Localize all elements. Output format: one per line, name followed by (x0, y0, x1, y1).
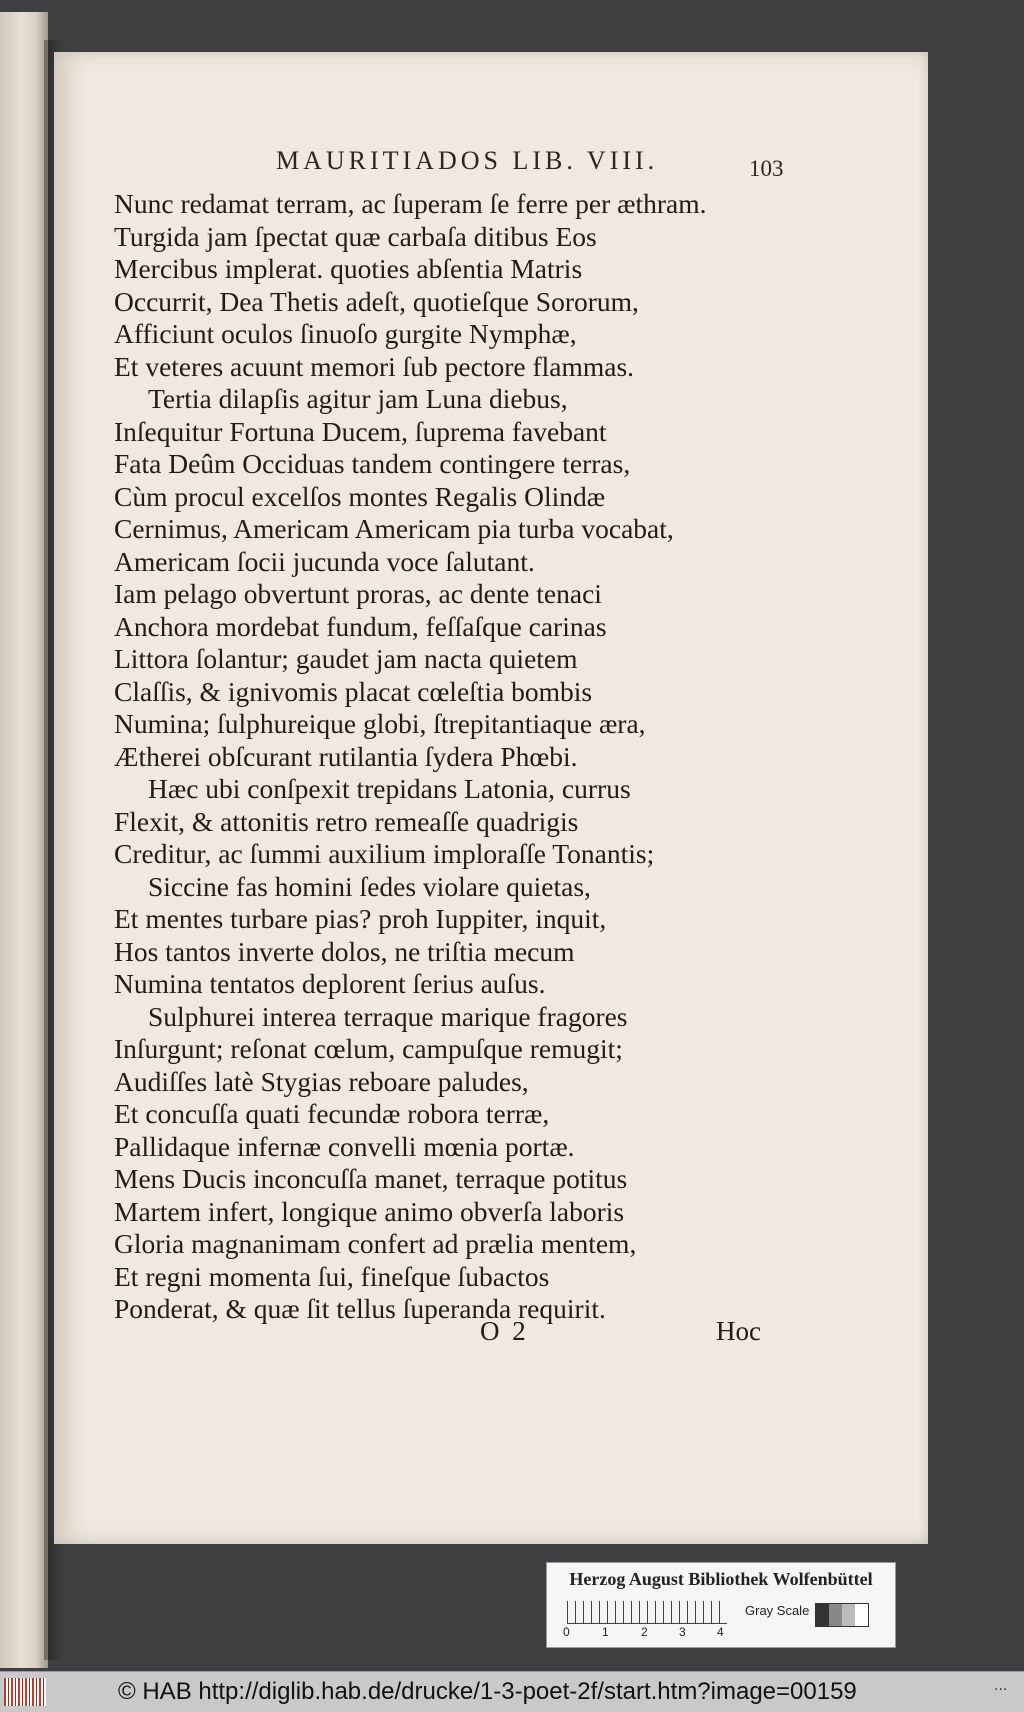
verse-line: Cernimus, Americam Americam pia turba vocabat, (114, 513, 674, 544)
measurement-ruler (567, 1601, 727, 1624)
verse-line: Turgida jam ſpectat quæ carbaſa ditibus Eos (114, 220, 597, 252)
verse-line: Audiſſes latè Stygias reboare paludes, (114, 1065, 529, 1097)
verse-line: Claſſis, & ignivomis placat cœleſtia bombis (114, 675, 593, 707)
library-name: Herzog August Bibliothek Wolfenbüttel (569, 1569, 873, 1589)
verse-line: Et concuſſa quati fecundæ robora terræ, (114, 1098, 550, 1129)
running-head: MAURITIADOS LIB. VIII. (276, 146, 659, 175)
verse-line: Et mentes turbare pias? proh Iuppiter, inquit, (114, 903, 607, 934)
verse-line: Flexit, & attonitis retro remeaſſe quadrigis (114, 805, 579, 837)
verse-line: Americam ſocii jucunda voce ſalutant. (114, 545, 535, 577)
ruler-label: 4 (717, 1625, 724, 1639)
ruler-label: 3 (679, 1625, 686, 1639)
verse-line: Hæc ubi conſpexit trepidans Latonia, currus (148, 773, 631, 804)
verse-line: Mercibus implerat. quoties abſentia Matris (114, 253, 583, 284)
status-url[interactable]: © HAB http://diglib.hab.de/drucke/1-3-poet-2f/start.htm?image=00159 (118, 1678, 857, 1705)
verse-line: Pallidaque infernæ convelli mœnia portæ. (114, 1130, 575, 1162)
verse-line: Inſequitur Fortuna Ducem, ſuprema favebant (114, 415, 607, 447)
verse-line: Hos tantos inverte dolos, ne triſtia mecum (114, 935, 575, 967)
verse-line: Gloria magnanimam confert ad prælia mentem, (114, 1228, 637, 1259)
ruler-label: 1 (602, 1625, 609, 1639)
verse-line: Numina tentatos deplorent ſerius auſus. (114, 968, 546, 999)
verse-line: Et regni momenta ſui, fineſque ſubactos (114, 1260, 550, 1292)
signature-mark: O 2 (480, 1316, 529, 1346)
more-icon[interactable]: ··· (994, 1682, 1008, 1698)
previous-leaf-edge (0, 12, 48, 1668)
catchword: Hoc (716, 1316, 761, 1346)
verse-line: Littora ſolantur; gaudet jam nacta quietem (114, 643, 578, 674)
verse-line: Tertia dilapſis agitur jam Luna diebus, (148, 383, 568, 414)
verse-line: Nunc redamat terram, ac ſuperam ſe ferre per æthram. (114, 188, 707, 219)
verse-line: Et veteres acuunt memori ſub pectore flammas. (114, 350, 635, 382)
verse-line: Occurrit, Dea Thetis adeſt, quotieſque Sororum, (114, 285, 639, 317)
verse-line: Martem infert, longique animo obverſa laboris (114, 1195, 625, 1227)
verse-line: Numina; ſulphureique globi, ſtrepitantiaque æra, (114, 708, 646, 739)
verse-line: Iam pelago obvertunt proras, ac dente tenaci (114, 578, 602, 609)
verse-line: Cùm procul excelſos montes Regalis Olindæ (114, 480, 606, 512)
verse-line: Mens Ducis inconcuſſa manet, terraque potitus (114, 1163, 628, 1194)
verse-line: Fata Deûm Occiduas tandem contingere terras, (114, 448, 631, 479)
verse-line: Ponderat, & quæ ſit tellus ſuperanda requirit. (114, 1293, 606, 1324)
verse-line: Ætherei obſcurant rutilantia ſydera Phœbi. (114, 740, 578, 772)
gray-scale-swatches (815, 1603, 869, 1627)
ruler-label: 2 (641, 1625, 648, 1639)
color-scale-card (546, 1562, 896, 1648)
verse-line: Sulphurei interea terraque marique fragores (148, 1000, 628, 1032)
verse-line: Creditur, ac ſummi auxilium imploraſſe Tonantis; (114, 838, 655, 869)
verse-line: Siccine fas homini ſedes violare quietas, (148, 870, 591, 902)
gray-scale-label: Gray Scale (745, 1603, 810, 1618)
verse-line: Anchora mordebat fundum, feſſaſque carinas (114, 610, 607, 642)
barcode-icon (4, 1678, 46, 1706)
status-bar (0, 1671, 1024, 1712)
ruler-label: 0 (563, 1625, 570, 1639)
verse-text (114, 188, 814, 1326)
verse-line: Inſurgunt; reſonat cœlum, campuſque remugit; (114, 1033, 623, 1064)
verse-line: Afficiunt oculos ſinuoſo gurgite Nymphæ, (114, 318, 577, 349)
page-number: 103 (749, 156, 784, 181)
